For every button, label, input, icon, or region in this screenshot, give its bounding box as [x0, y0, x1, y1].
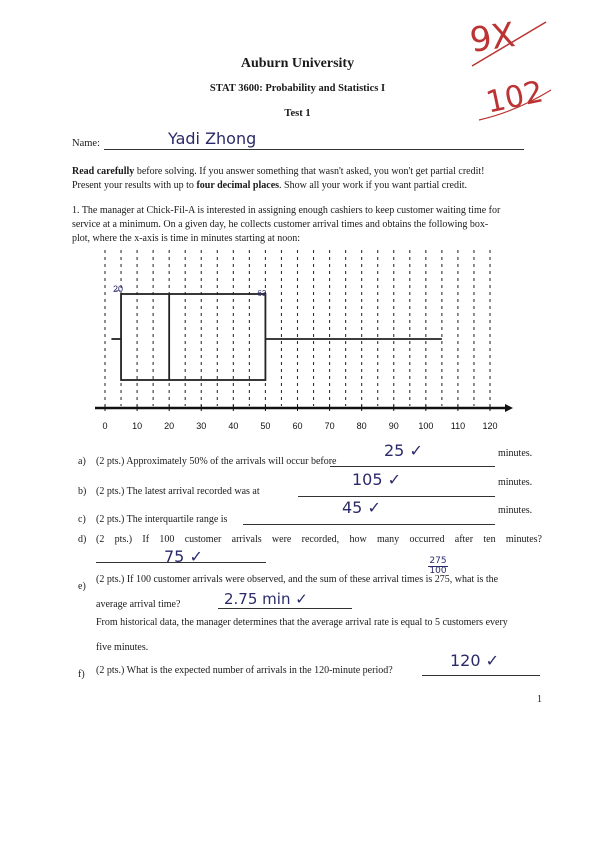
instructions-line2: Present your results with up to four decimal places. Show all your work if you want partial credit. — [72, 180, 468, 191]
boxplot-chart — [90, 242, 520, 442]
q-d-text: (2 pts.) If 100 customer arrivals were recorded, how many occurred after ten minutes? — [96, 534, 542, 545]
problem1-line1: 1. The manager at Chick-Fil-A is interested in assigning enough cashiers to keep customer waiting time for — [72, 205, 501, 216]
x-tick-label: 110 — [450, 421, 466, 431]
x-tick-label: 100 — [418, 421, 434, 431]
q-a-text: (2 pts.) Approximately 50% of the arrivals will occur before — [96, 456, 337, 467]
q-b-line — [298, 496, 495, 497]
iqr-box — [121, 294, 265, 380]
q-e-line — [218, 608, 352, 609]
page-number: 1 — [537, 694, 542, 705]
name-line — [104, 149, 524, 150]
q-e-answer: 2.75 min ✓ — [224, 590, 308, 608]
x-tick-label: 40 — [228, 421, 239, 431]
q-d-answer: 75 ✓ — [164, 547, 203, 566]
q-c-line — [243, 524, 495, 525]
x-tick-label: 20 — [164, 421, 175, 431]
q-e-work: 275 100 — [429, 556, 447, 576]
x-tick-label: 0 — [102, 421, 108, 431]
q-f-text: (2 pts.) What is the expected number of arrivals in the 120-minute period? — [96, 665, 393, 676]
q-d-label: d) — [78, 534, 87, 545]
name-label: Name: — [72, 138, 100, 149]
x-tick-label: 10 — [132, 421, 143, 431]
q-b-answer: 105 ✓ — [352, 470, 402, 489]
q1-annotation: 2̶0 — [113, 284, 124, 294]
x-tick-label: 70 — [324, 421, 335, 431]
q-a-answer: 25 ✓ — [384, 441, 423, 460]
course-title: STAT 3600: Probability and Statistics I — [209, 83, 386, 94]
historical-line1: From historical data, the manager determines that the average arrival rate is equal to 5 customers every — [96, 617, 508, 628]
x-tick-label: 80 — [356, 421, 367, 431]
x-tick-label: 90 — [388, 421, 399, 431]
q-b-text: (2 pts.) The latest arrival recorded was at — [96, 486, 260, 497]
grade-strike — [468, 16, 553, 71]
university-title: Auburn University — [240, 56, 355, 71]
q-e-label: e) — [78, 581, 86, 592]
problem1-line3: plot, where the x-axis is time in minutes starting at noon: — [72, 233, 301, 244]
student-name: Yadi Zhong — [168, 129, 257, 148]
x-tick-label: 50 — [260, 421, 271, 431]
q-b-label: b) — [78, 486, 87, 497]
q-e-text2: average arrival time? — [96, 599, 181, 610]
historical-line2: five minutes. — [96, 642, 149, 653]
x-tick-label: 120 — [482, 421, 498, 431]
q-c-unit: minutes. — [498, 505, 533, 516]
q-a-unit: minutes. — [498, 448, 533, 459]
x-tick-label: 60 — [292, 421, 303, 431]
grade-crossed: 9X — [467, 15, 518, 61]
x-axis-arrow — [505, 404, 513, 412]
q-a-line — [330, 466, 495, 467]
x-tick-label: 30 — [196, 421, 207, 431]
q-b-unit: minutes. — [498, 477, 533, 488]
q3-annotation: 63 — [257, 289, 267, 298]
test-title: Test 1 — [284, 108, 311, 119]
q-e-text1: (2 pts.) If 100 customer arrivals were observed, and the sum of these arrival times is 275, what is the — [96, 574, 499, 585]
q-a-label: a) — [78, 456, 86, 467]
grade-underline — [475, 82, 555, 127]
q-f-label: f) — [78, 669, 85, 680]
instructions-line1: Read carefully before solving. If you answer something that wasn't asked, you won't get partial credit! — [72, 166, 485, 177]
q-c-answer: 45 ✓ — [342, 498, 381, 517]
problem1-line2: service at a minimum. On a given day, he collects customer arrival times and obtains the following box- — [72, 219, 489, 230]
grade-score: 102 — [482, 74, 547, 121]
q-f-line — [422, 675, 540, 676]
q-f-answer: 120 ✓ — [450, 651, 500, 670]
q-c-text: (2 pts.) The interquartile range is — [96, 514, 228, 525]
q-c-label: c) — [78, 514, 86, 525]
